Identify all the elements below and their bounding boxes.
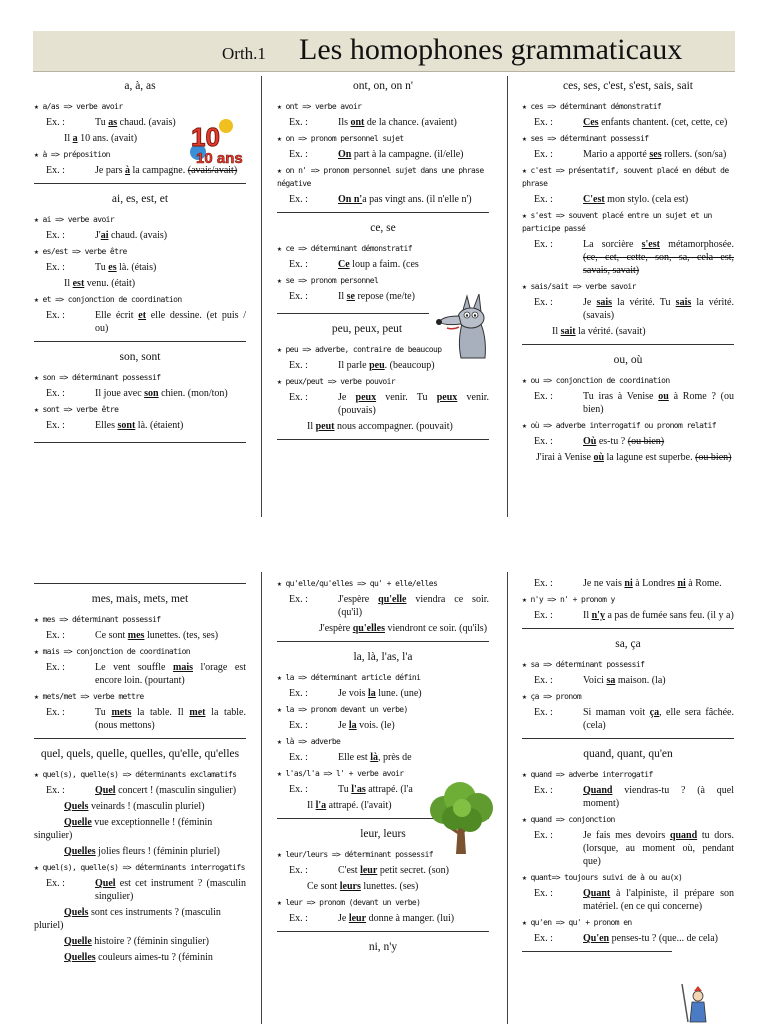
birthday-badge-image — [186, 116, 243, 167]
example — [277, 751, 437, 764]
example-text: Je ne vais ni à Londres ni à Rome. — [583, 578, 722, 589]
example-text: Il joue avec son chien. (mon/ton) — [95, 388, 228, 399]
example-text: Ce loup a faim. (ces — [338, 259, 419, 270]
rule: ★ sa => déterminant possessif — [522, 658, 734, 671]
example-text: Elle est là, près de — [338, 752, 412, 763]
example — [34, 116, 184, 129]
column-top-middle — [277, 80, 489, 449]
rule: ★ quel(s), quelle(s) => déterminants interrogatifs — [34, 861, 246, 874]
example — [277, 258, 437, 271]
page-title: Les homophones grammaticaux — [299, 33, 683, 66]
separator — [277, 212, 489, 213]
separator — [34, 583, 246, 584]
example-label: Ex. : — [289, 291, 308, 302]
example-label: Ex. : — [534, 239, 553, 250]
example-label: Ex. : — [534, 707, 553, 718]
separator — [522, 738, 734, 739]
rule: ★ ai => verbe avoir — [34, 213, 246, 226]
example — [522, 706, 734, 732]
example-label: Ex. : — [46, 420, 65, 431]
example-text: Je peux venir. Tu peux venir. (pouvais) — [338, 392, 489, 416]
example-label: Ex. : — [534, 117, 553, 128]
column-bottom-right — [522, 574, 734, 961]
example — [34, 229, 246, 242]
example-text: Quel est cet instrument ? (masculin singulier) — [95, 878, 246, 902]
example-label: Ex. : — [289, 784, 308, 795]
example — [34, 877, 246, 903]
section-title-ces: ces, ses, c'est, s'est, sais, sait — [563, 80, 693, 92]
example-text: Tu as chaud. (avais) — [95, 117, 176, 128]
example-label: Ex. : — [289, 117, 308, 128]
wolf-cartoon-image — [433, 290, 491, 360]
example-text: Où es-tu ? (ou bien) — [583, 436, 665, 447]
example — [522, 887, 734, 913]
section-title-quel: quel, quels, quelle, quelles, qu'elle, qu'elles — [40, 748, 240, 760]
example-label: Ex. : — [534, 194, 553, 205]
example-label: Ex. : — [289, 594, 308, 605]
separator — [522, 628, 734, 629]
example-text: Tu es là. (étais) — [95, 262, 157, 273]
example-label: Ex. : — [534, 436, 553, 447]
rule: ★ quand => adverbe interrogatif — [522, 768, 734, 781]
example-label: Ex. : — [534, 933, 553, 944]
example-text: Tu l'as attrapé. (l'a — [338, 784, 413, 795]
example — [522, 116, 734, 129]
separator — [34, 183, 246, 184]
section-title-a: a, à, as — [124, 80, 156, 92]
example-label: Ex. : — [46, 662, 65, 673]
section-title-sa: sa, ça — [615, 638, 641, 650]
example — [277, 719, 489, 732]
rule: ★ es/est => verbe être — [34, 245, 246, 258]
example-text: Si maman voit ça, elle sera fâchée. (cela) — [583, 707, 734, 731]
section-title-quand: quand, quant, qu'en — [583, 748, 673, 760]
sheet-number: Orth.1 — [222, 44, 266, 63]
example — [522, 609, 734, 622]
example-label: Ex. : — [534, 149, 553, 160]
example — [277, 593, 489, 619]
rule: ★ quel(s), quelle(s) => déterminants exclamatifs — [34, 768, 246, 781]
example — [34, 784, 246, 797]
example — [522, 193, 734, 206]
example-text: J'espère qu'elles viendront ce soir. (qu'ils) — [319, 623, 488, 634]
example — [522, 674, 734, 687]
example-label: Ex. : — [46, 630, 65, 641]
example-continued: Il peut nous accompagner. (pouvait) — [307, 421, 453, 432]
example-label: Ex. : — [289, 720, 308, 731]
example — [34, 419, 246, 432]
example-label: Ex. : — [534, 830, 553, 841]
example-label: Ex. : — [289, 194, 308, 205]
rule: ★ son => déterminant possessif — [34, 371, 246, 384]
example — [522, 390, 734, 416]
example — [277, 359, 489, 372]
example — [522, 784, 734, 810]
example-text: Il se repose (me/te) — [338, 291, 415, 302]
example-continued: Il sait la vérité. (savait) — [552, 326, 646, 337]
example-continued: Quelle vue exceptionnelle ! (féminin singulier) — [34, 817, 213, 841]
example-continued: Quels sont ces instruments ? (masculin pluriel) — [34, 907, 221, 931]
example — [277, 912, 489, 925]
rule: ★ on => pronom personnel sujet — [277, 132, 489, 145]
rule: ★ où => adverbe interrogatif ou pronom relatif — [522, 419, 734, 432]
example-label: Ex. : — [46, 165, 65, 176]
section-title-ont: ont, on, on n' — [353, 80, 413, 92]
rule: ★ sais/sait => verbe savoir — [522, 280, 734, 293]
example-continued: Quelles jolies fleurs ! (féminin pluriel) — [64, 846, 220, 857]
example-label: Ex. : — [46, 310, 65, 321]
tree-image — [424, 780, 498, 856]
rule: ★ n'y => n' + pronom y — [522, 593, 734, 606]
example-continued: Il est venu. (était) — [64, 278, 136, 289]
example-continued: Quelle histoire ? (féminin singulier) — [64, 936, 209, 947]
rule: ★ ces => déterminant démonstratif — [522, 100, 734, 113]
svg-text:10: 10 — [191, 122, 220, 152]
separator — [522, 344, 734, 345]
column-bottom-middle — [277, 574, 489, 961]
example — [522, 238, 734, 277]
rule: ★ ça => pronom — [522, 690, 734, 703]
example-text: Quel concert ! (masculin singulier) — [95, 785, 237, 796]
example-label: Ex. : — [289, 392, 308, 403]
example-text: Ces enfants chantent. (cet, cette, ce) — [583, 117, 728, 128]
rule: ★ là => adverbe — [277, 735, 489, 748]
rule: ★ on n' => pronom personnel sujet dans une phrase négative — [277, 164, 489, 190]
example-label: Ex. : — [46, 878, 65, 889]
example — [522, 829, 734, 868]
example — [34, 661, 246, 687]
rule: ★ peux/peut => verbe pouvoir — [277, 375, 489, 388]
example-continued: Quelles couleurs aimes-tu ? (féminin — [64, 952, 213, 963]
separator — [277, 313, 429, 314]
example-text: Quant à l'alpiniste, il prépare son matériel. (en ce qui concerne) — [583, 888, 734, 912]
example — [34, 629, 246, 642]
section-title-peu: peu, peux, peut — [331, 323, 403, 335]
separator — [277, 641, 489, 642]
example — [522, 296, 734, 322]
rule: ★ s'est => souvent placé entre un sujet et un participe passé — [522, 209, 734, 235]
example — [34, 309, 246, 335]
column-divider — [261, 76, 262, 517]
example — [277, 783, 437, 796]
example-text: Qu'en penses-tu ? (que... de cela) — [583, 933, 718, 944]
rule: ★ se => pronom personnel — [277, 274, 489, 287]
rule: ★ ce => déterminant démonstratif — [277, 242, 489, 255]
example — [34, 261, 246, 274]
badge-text: 10 ans — [196, 150, 243, 167]
example-label: Ex. : — [289, 360, 308, 371]
example-text: Je pars à la campagne. (avais/avait) — [95, 165, 238, 176]
rule: ★ a/as => verbe avoir — [34, 100, 246, 113]
column-divider — [507, 76, 508, 517]
example-label: Ex. : — [289, 865, 308, 876]
example-text: Ce sont mes lunettes. (tes, ses) — [95, 630, 219, 641]
example-label: Ex. : — [289, 149, 308, 160]
example — [522, 435, 734, 448]
rule: ★ à => préposition — [34, 148, 246, 161]
example-text: Je sais la vérité. Tu sais la vérité. (savais) — [583, 297, 734, 321]
example-label: Ex. : — [534, 297, 553, 308]
section-title-leur: leur, leurs — [360, 828, 406, 840]
separator — [34, 738, 246, 739]
example — [277, 622, 489, 635]
example-text: Elles sont là. (étaient) — [95, 420, 184, 431]
example-text: C'est mon stylo. (cela est) — [583, 194, 689, 205]
example-text: Elle écrit et elle dessine. (et puis / ou) — [95, 310, 246, 334]
example-label: Ex. : — [46, 388, 65, 399]
example — [522, 932, 734, 945]
example-continued: Ce sont leurs lunettes. (ses) — [307, 881, 419, 892]
hiker-figure-image — [676, 982, 716, 1024]
example-text: Quand viendras-tu ? (à quel moment) — [583, 785, 734, 809]
header-banner — [33, 31, 735, 72]
rule: ★ ses => déterminant possessif — [522, 132, 734, 145]
rule: ★ peu => adverbe, contraire de beaucoup — [277, 343, 489, 356]
example-label: Ex. : — [534, 888, 553, 899]
column-top-right — [522, 80, 734, 466]
example-text: Tu mets la table. Il met la table. (nous mettons) — [95, 707, 246, 731]
example-label: Ex. : — [534, 391, 553, 402]
example-text: Tu iras à Venise ou à Rome ? (ou bien) — [583, 391, 734, 415]
example-text: Le vent souffle mais l'orage est encore loin. (pourtant) — [95, 662, 246, 686]
example-text: Ils ont de la chance. (avaient) — [338, 117, 457, 128]
example — [277, 193, 489, 206]
example — [277, 148, 489, 161]
example-label: Ex. : — [289, 913, 308, 924]
rule: ★ mets/met => verbe mettre — [34, 690, 246, 703]
example-continued: Il a 10 ans. (avait) — [64, 133, 138, 144]
rule: ★ qu'en => qu' + pronom en — [522, 916, 734, 929]
example-label: Ex. : — [46, 230, 65, 241]
separator — [34, 442, 246, 443]
example-text: J'espère qu'elle viendra ce soir. (qu'il) — [338, 594, 490, 618]
rule: ★ la => déterminant article défini — [277, 671, 489, 684]
example-label: Ex. : — [534, 578, 553, 589]
rule: ★ leur/leurs => déterminant possessif — [277, 848, 489, 861]
example-continued: J'irai à Venise où la lagune est superbe. (ou bien) — [536, 452, 732, 463]
example-text: Je vois la lune. (une) — [338, 688, 422, 699]
example-text: Mario a apporté ses rollers. (son/sa) — [583, 149, 727, 160]
example-label: Ex. : — [46, 785, 65, 796]
rule: ★ mais => conjonction de coordination — [34, 645, 246, 658]
example — [522, 148, 734, 161]
rule: ★ et => conjonction de coordination — [34, 293, 246, 306]
example-text: Voici sa maison. (la) — [583, 675, 666, 686]
section-title-son: son, sont — [119, 351, 161, 363]
example — [34, 706, 246, 732]
example-label: Ex. : — [289, 752, 308, 763]
rule: ★ leur => pronom (devant un verbe) — [277, 896, 489, 909]
rule: ★ l'as/l'a => l' + verbe avoir — [277, 767, 489, 780]
example-text: Je fais mes devoirs quand tu dors. (lorsque, au moment où, pendant que) — [583, 830, 734, 867]
example — [34, 387, 246, 400]
section-title-ni: ni, n'y — [368, 941, 398, 953]
rule: ★ sont => verbe être — [34, 403, 246, 416]
example-continued: Quels veinards ! (masculin pluriel) — [64, 801, 205, 812]
rule: ★ quand => conjonction — [522, 813, 734, 826]
example-label: Ex. : — [534, 785, 553, 796]
example-text: On part à la campagne. (il/elle) — [338, 149, 464, 160]
example-continued: Il l'a attrapé. (l'avait) — [307, 800, 392, 811]
rule: ★ la => pronom devant un verbe) — [277, 703, 489, 716]
rule: ★ mes => déterminant possessif — [34, 613, 246, 626]
rule: ★ ou => conjonction de coordination — [522, 374, 734, 387]
section-title-ce: ce, se — [370, 222, 396, 234]
section-title-ai: ai, es, est, et — [111, 193, 169, 205]
example-label: Ex. : — [534, 675, 553, 686]
column-divider — [507, 572, 508, 1024]
example-text: On n'a pas vingt ans. (il n'elle n') — [338, 194, 472, 205]
example-text: Il parle peu. (beaucoup) — [338, 360, 435, 371]
section-title-la: la, là, l'as, l'a — [353, 651, 413, 663]
example-label: Ex. : — [46, 117, 65, 128]
separator — [277, 931, 489, 932]
example-label: Ex. : — [46, 707, 65, 718]
example-text: J'ai chaud. (avais) — [95, 230, 168, 241]
example — [522, 577, 734, 590]
example-label: Ex. : — [46, 262, 65, 273]
section-title-mes: mes, mais, mets, met — [91, 593, 189, 605]
column-bottom-left — [34, 576, 246, 966]
example — [277, 687, 489, 700]
example-label: Ex. : — [289, 259, 308, 270]
rule: ★ c'est => présentatif, souvent placé en début de phrase — [522, 164, 734, 190]
rule: ★ quant=> toujours suivi de à ou au(x) — [522, 871, 734, 884]
rule: ★ qu'elle/qu'elles => qu' + elle/elles — [277, 577, 489, 590]
example-label: Ex. : — [534, 610, 553, 621]
example-text: La sorcière s'est métamorphosée. (ce, cet, cette, son, sa, cela est, savais, savait) — [583, 239, 734, 276]
example-text: C'est leur petit secret. (son) — [338, 865, 449, 876]
separator — [522, 951, 672, 952]
example — [277, 391, 489, 417]
rule: ★ ont => verbe avoir — [277, 100, 489, 113]
section-title-ou: ou, où — [613, 354, 643, 366]
example — [277, 864, 489, 877]
example-text: Je leur donne à manger. (lui) — [338, 913, 455, 924]
example-text: Il n'y a pas de fumée sans feu. (il y a) — [583, 610, 734, 621]
separator — [34, 341, 246, 342]
column-divider — [261, 572, 262, 1024]
example — [277, 116, 489, 129]
example-text: Je la vois. (le) — [338, 720, 395, 731]
example-label: Ex. : — [289, 688, 308, 699]
separator — [277, 439, 489, 440]
